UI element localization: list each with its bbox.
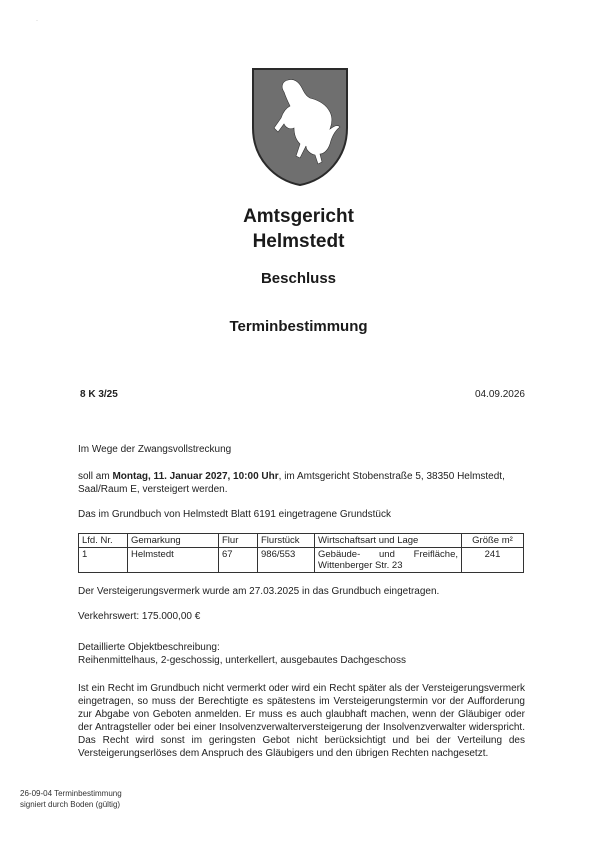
cell-lage: Gebäude- und Freifläche, Wittenberger Str. 23 bbox=[315, 548, 462, 573]
auction-post: , im Amtsgericht Stobenstraße 5, 38350 Helmstedt, Saal/Raum E, versteigert werden. bbox=[78, 471, 505, 495]
col-header-flur: Flur bbox=[219, 534, 258, 548]
cell-flurstueck: 986/553 bbox=[258, 548, 315, 573]
document-date: 04.09.2026 bbox=[474, 389, 525, 400]
col-header-gemarkung: Gemarkung bbox=[128, 534, 219, 548]
verkehrswert-text: Verkehrswert: 175.000,00 € bbox=[78, 611, 201, 622]
rights-paragraph: Ist ein Recht im Grundbuch nicht vermerkt oder wird ein Recht später als der Versteigerungsvermerk eingetragen, so muss der Berechtigte es spätestens im Versteigerungstermin vor der Aufforderung zur Abgabe von Geboten anmelden. Er muss es auch glaubhaft machen, wenn der Gläubiger oder der Antragsteller oder bei einer Insolvenzverwalterversteigerung der Insolvenzverwalter widerspricht. Das Recht wird sonst im geringsten Gebot nicht berücksichtigt und bei der Verteilung des Versteigerungserlöses dem Anspruch des Gläubigers und den übrigen Rechten nachgesetzt. bbox=[78, 683, 525, 759]
case-number: 8 K 3/25 bbox=[80, 389, 118, 400]
coat-of-arms-crest bbox=[250, 66, 350, 188]
court-name-line1: Amtsgericht bbox=[243, 206, 354, 227]
auction-date: Montag, 11. Januar 2027, 10:00 Uhr bbox=[112, 471, 279, 482]
vermerk-text: Der Versteigerungsvermerk wurde am 27.03.2025 in das Grundbuch eingetragen. bbox=[78, 586, 440, 597]
property-table bbox=[78, 533, 524, 573]
cell-flur: 67 bbox=[219, 548, 258, 573]
table-row bbox=[79, 548, 524, 573]
col-header-lfd: Lfd. Nr. bbox=[79, 534, 128, 548]
objekt-description: Reihenmittelhaus, 2-geschossig, unterkellert, ausgebautes Dachgeschoss bbox=[78, 655, 406, 666]
auction-paragraph bbox=[78, 470, 525, 496]
scan-mark: · bbox=[36, 18, 38, 24]
col-header-lage: Wirtschaftsart und Lage bbox=[315, 534, 462, 548]
document-type: Beschluss bbox=[260, 270, 337, 287]
cell-groesse: 241 bbox=[462, 548, 524, 573]
footer-file-line: 26-09-04 Terminbestimmung bbox=[20, 789, 122, 798]
cell-lfd: 1 bbox=[79, 548, 128, 573]
intro-text: Im Wege der Zwangsvollstreckung bbox=[78, 444, 232, 455]
document-title: Terminbestimmung bbox=[229, 318, 368, 335]
objekt-label: Detaillierte Objektbeschreibung: bbox=[78, 642, 220, 653]
col-header-flurstueck: Flurstück bbox=[258, 534, 315, 548]
col-header-groesse: Größe m² bbox=[462, 534, 524, 548]
table-header-row bbox=[79, 534, 524, 548]
auction-pre: soll am bbox=[78, 471, 113, 482]
cell-gemarkung: Helmstedt bbox=[128, 548, 219, 573]
grundbuch-intro: Das im Grundbuch von Helmstedt Blatt 6191 eingetragene Grundstück bbox=[78, 509, 391, 520]
footer-signature-line: signiert durch Boden (gültig) bbox=[20, 800, 121, 809]
court-name-line2: Helmstedt bbox=[252, 231, 345, 252]
